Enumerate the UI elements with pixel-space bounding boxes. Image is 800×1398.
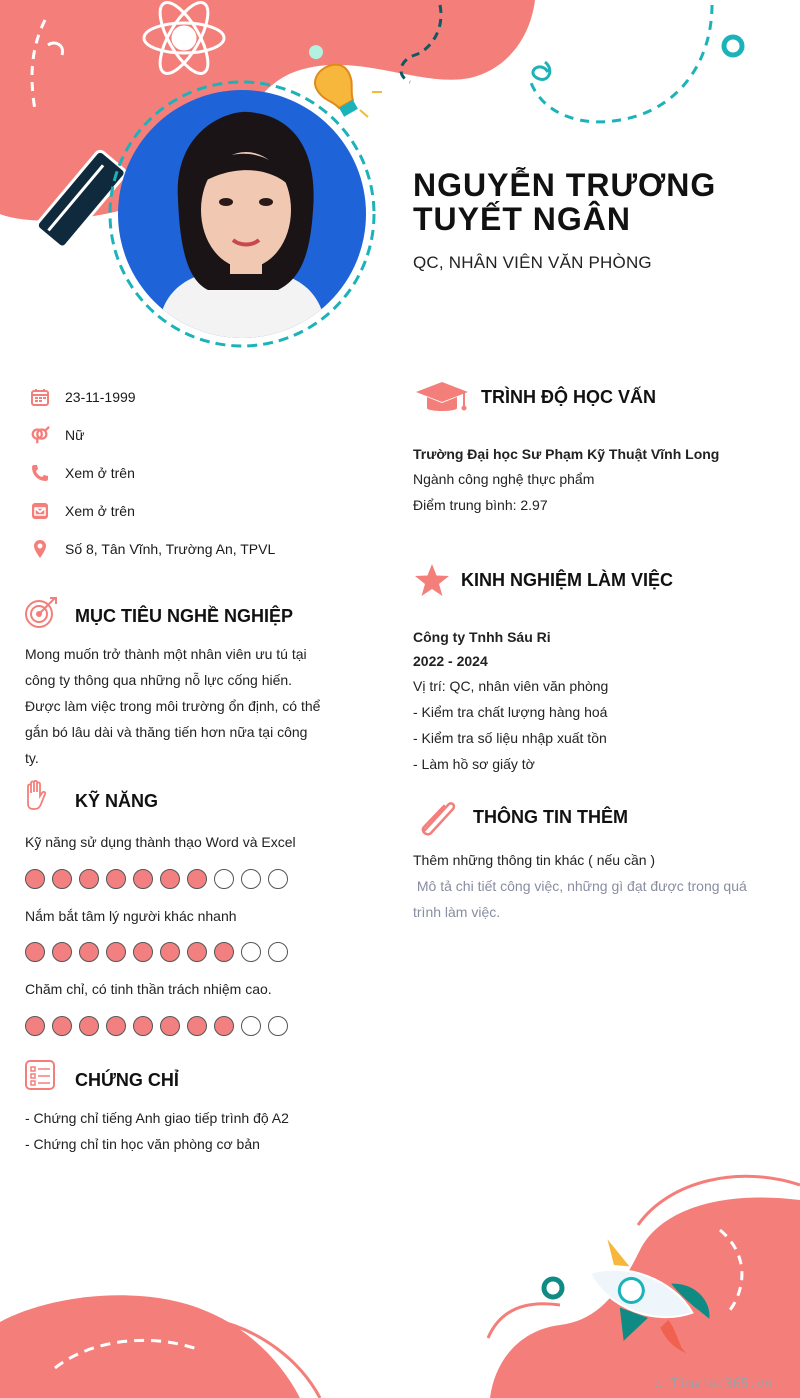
contact-phone xyxy=(30,461,135,485)
target-icon xyxy=(24,596,58,635)
rating-dot-filled xyxy=(52,1016,72,1036)
objective-text xyxy=(25,641,325,771)
rating-dot-filled xyxy=(79,869,99,889)
contact-birthday xyxy=(30,385,136,409)
certificates-title: CHỨNG CHỈ xyxy=(75,1070,179,1090)
certificate-item: - Chứng chỉ tiếng Anh giao tiếp trình độ A2 xyxy=(25,1110,289,1126)
job-title: QC, NHÂN VIÊN VĂN PHÒNG xyxy=(413,253,652,272)
address-text: Số 8, Tân Vĩnh, Trường An, TPVL xyxy=(65,541,276,557)
rating-dot-filled xyxy=(214,942,234,962)
objective-line: Được làm việc trong môi trường ổn định, có thể xyxy=(25,698,321,714)
watermark: ∴ Timviec365.vn xyxy=(654,1377,772,1392)
rating-dot-filled xyxy=(25,942,45,962)
major-text: Ngành công nghệ thực phẩm xyxy=(413,471,595,487)
profile-photo xyxy=(118,90,366,338)
checklist-icon xyxy=(24,1059,56,1096)
skills-title: KỸ NĂNG xyxy=(75,791,159,811)
rating-dot-empty xyxy=(214,869,234,889)
skill-rating xyxy=(25,1016,288,1036)
experience-line: - Kiểm tra số liệu nhập xuất tồn xyxy=(413,730,607,746)
rating-dot-filled xyxy=(187,869,207,889)
experience-line: - Kiểm tra chất lượng hàng hoá xyxy=(413,704,608,720)
rating-dot-empty xyxy=(241,869,261,889)
contact-address xyxy=(30,537,275,561)
contact-gender xyxy=(30,423,84,447)
contact-email xyxy=(30,499,135,523)
company-name: Công ty Tnhh Sáu Ri xyxy=(413,629,551,645)
gender-text: Nữ xyxy=(65,427,85,443)
education-title: TRÌNH ĐỘ HỌC VẤN xyxy=(481,387,656,407)
name-line-1: NGUYỄN TRƯƠNG xyxy=(413,167,717,203)
rating-dot-filled xyxy=(133,1016,153,1036)
rating-dot-empty xyxy=(241,942,261,962)
star-icon xyxy=(414,563,450,602)
name-line-2: TUYẾT NGÂN xyxy=(413,201,631,237)
location-pin-icon xyxy=(30,539,50,559)
objective-line: ty. xyxy=(25,750,39,766)
rating-dot-filled xyxy=(106,942,126,962)
experience-title: KINH NGHIỆM LÀM VIỆC xyxy=(461,570,674,590)
phone-icon xyxy=(30,463,50,483)
objective-line: công ty thông qua những nỗ lực cống hiến. xyxy=(25,672,293,688)
rating-dot-filled xyxy=(160,942,180,962)
hand-icon xyxy=(24,780,48,817)
rating-dot-filled xyxy=(79,1016,99,1036)
rating-dot-filled xyxy=(25,869,45,889)
graduation-cap-icon xyxy=(414,380,470,419)
extra-line: Thêm những thông tin khác ( nếu cần ) xyxy=(413,852,656,868)
rating-dot-empty xyxy=(268,942,288,962)
rating-dot-filled xyxy=(214,1016,234,1036)
skill-label: Kỹ năng sử dụng thành thạo Word và Excel xyxy=(25,834,296,850)
email-icon xyxy=(30,501,50,521)
rating-dot-empty xyxy=(268,869,288,889)
phone-text[interactable]: Xem ở trên xyxy=(65,465,135,481)
skill-label: Nắm bắt tâm lý người khác nhanh xyxy=(25,908,237,924)
rating-dot-empty xyxy=(241,1016,261,1036)
objective-line: Mong muốn trở thành một nhân viên ưu tú tại xyxy=(25,646,307,662)
rating-dot-filled xyxy=(106,1016,126,1036)
extra-title: THÔNG TIN THÊM xyxy=(473,807,628,827)
rating-dot-filled xyxy=(133,942,153,962)
rating-dot-filled xyxy=(79,942,99,962)
rating-dot-filled xyxy=(187,1016,207,1036)
rating-dot-empty xyxy=(268,1016,288,1036)
certificate-item: - Chứng chỉ tin học văn phòng cơ bản xyxy=(25,1136,260,1152)
objective-line: gắn bó lâu dài và thăng tiến hơn nữa tại công xyxy=(25,724,308,740)
skill-rating xyxy=(25,942,288,962)
rating-dot-filled xyxy=(160,869,180,889)
experience-line: - Làm hồ sơ giấy tờ xyxy=(413,756,535,772)
rating-dot-filled xyxy=(187,942,207,962)
experience-line: Vị trí: QC, nhân viên văn phòng xyxy=(413,678,609,694)
rating-dot-filled xyxy=(160,1016,180,1036)
work-period: 2022 - 2024 xyxy=(413,653,488,669)
objective-title: MỤC TIÊU NGHỀ NGHIỆP xyxy=(75,606,294,626)
rating-dot-filled xyxy=(133,869,153,889)
rating-dot-filled xyxy=(25,1016,45,1036)
rating-dot-filled xyxy=(52,869,72,889)
calendar-icon xyxy=(30,387,50,407)
email-text[interactable]: Xem ở trên xyxy=(65,503,135,519)
rating-dot-filled xyxy=(52,942,72,962)
extra-line: trình làm việc. xyxy=(413,904,501,920)
skill-label: Chăm chỉ, có tinh thần trách nhiệm cao. xyxy=(25,981,272,997)
gender-icon xyxy=(30,425,50,445)
candidate-name xyxy=(413,168,783,236)
skill-rating xyxy=(25,869,288,889)
birthday-text: 23-11-1999 xyxy=(65,389,136,405)
paperclip-icon xyxy=(416,797,458,842)
gpa-text: Điểm trung bình: 2.97 xyxy=(413,497,548,513)
extra-line: Mô tả chi tiết công việc, những gì đạt được trong quá xyxy=(413,878,747,894)
school-name: Trường Đại học Sư Phạm Kỹ Thuật Vĩnh Long xyxy=(413,446,720,462)
rating-dot-filled xyxy=(106,869,126,889)
